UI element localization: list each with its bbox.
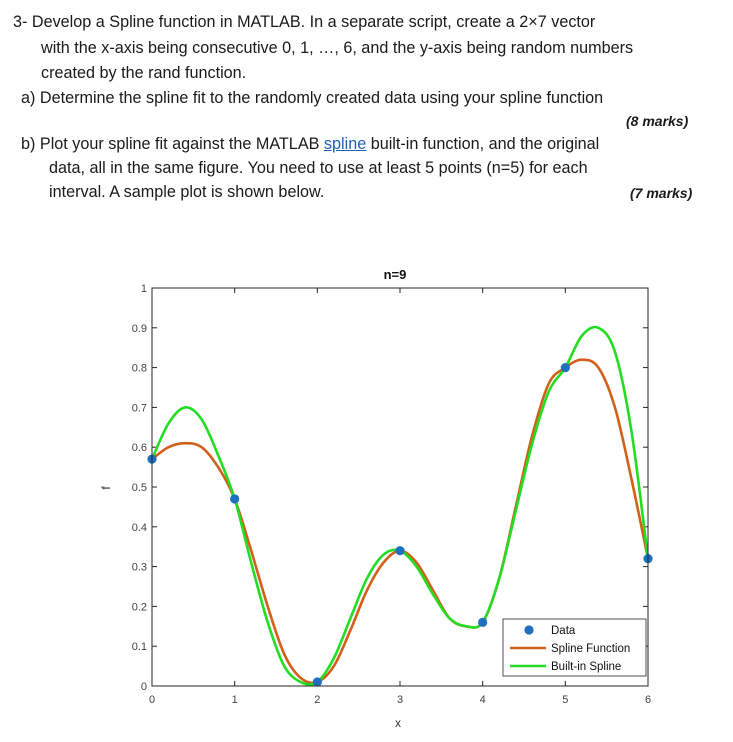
y-axis-label: f bbox=[99, 486, 113, 490]
spline-plot bbox=[0, 250, 733, 742]
data-point bbox=[230, 494, 239, 503]
question-header-line3: created by the rand function. bbox=[41, 64, 247, 82]
part-b-line2: data, all in the same figure. You need to use at least 5 points (n=5) for each bbox=[49, 159, 588, 177]
y-tick-label: 0.2 bbox=[131, 601, 147, 614]
y-tick-label: 0.6 bbox=[131, 442, 147, 455]
y-tick-label: 0.7 bbox=[131, 402, 147, 415]
part-b-line3: interval. A sample plot is shown below. bbox=[49, 183, 325, 201]
plot-title: n=9 bbox=[383, 267, 407, 282]
x-tick-label: 5 bbox=[562, 694, 569, 706]
data-point bbox=[313, 677, 322, 686]
y-tick-label: 0 bbox=[140, 681, 147, 693]
part-b-line1 bbox=[21, 134, 599, 154]
y-tick-label: 0.1 bbox=[131, 641, 147, 654]
y-tick-label: 0.8 bbox=[131, 362, 147, 375]
data-point bbox=[561, 363, 570, 372]
y-tick-label: 0.9 bbox=[131, 322, 147, 335]
y-tick-label: 0.3 bbox=[131, 561, 147, 574]
part-a-marks: (8 marks) bbox=[626, 113, 689, 129]
legend-label-data: Data bbox=[551, 625, 576, 637]
part-a-text: a) Determine the spline fit to the randomly created data using your spline function bbox=[21, 89, 604, 107]
data-point bbox=[478, 618, 487, 627]
data-point bbox=[395, 546, 404, 555]
part-b-line1-pre: b) Plot your spline fit against the MATLAB bbox=[21, 135, 324, 153]
spline-link[interactable]: spline bbox=[323, 135, 367, 153]
y-tick-label: 0.5 bbox=[131, 482, 147, 494]
question-header-line1: 3- Develop a Spline function in MATLAB. In a separate script, create a 2×7 vector bbox=[13, 13, 596, 31]
x-tick-label: 2 bbox=[314, 694, 321, 706]
x-tick-label: 1 bbox=[231, 694, 238, 706]
x-tick-label: 4 bbox=[479, 694, 486, 706]
x-tick-label: 6 bbox=[644, 694, 652, 706]
legend bbox=[503, 619, 646, 676]
part-b-marks: (7 marks) bbox=[630, 185, 693, 201]
y-tick-label: 1 bbox=[140, 283, 147, 295]
legend-label-spline-function: Spline Function bbox=[551, 643, 631, 655]
legend-marker-data bbox=[524, 625, 533, 634]
part-b-line1-post: built-in function, and the original bbox=[366, 135, 600, 153]
question-header-line2: with the x-axis being consecutive 0, 1, …, 6, and the y-axis being random numbers bbox=[41, 39, 634, 57]
y-tick-label: 0.4 bbox=[131, 521, 147, 534]
legend-label-built-in-spline: Built-in Spline bbox=[551, 661, 622, 673]
x-tick-label: 0 bbox=[148, 694, 156, 706]
x-axis-label: x bbox=[395, 716, 401, 730]
x-tick-label: 3 bbox=[396, 694, 404, 706]
